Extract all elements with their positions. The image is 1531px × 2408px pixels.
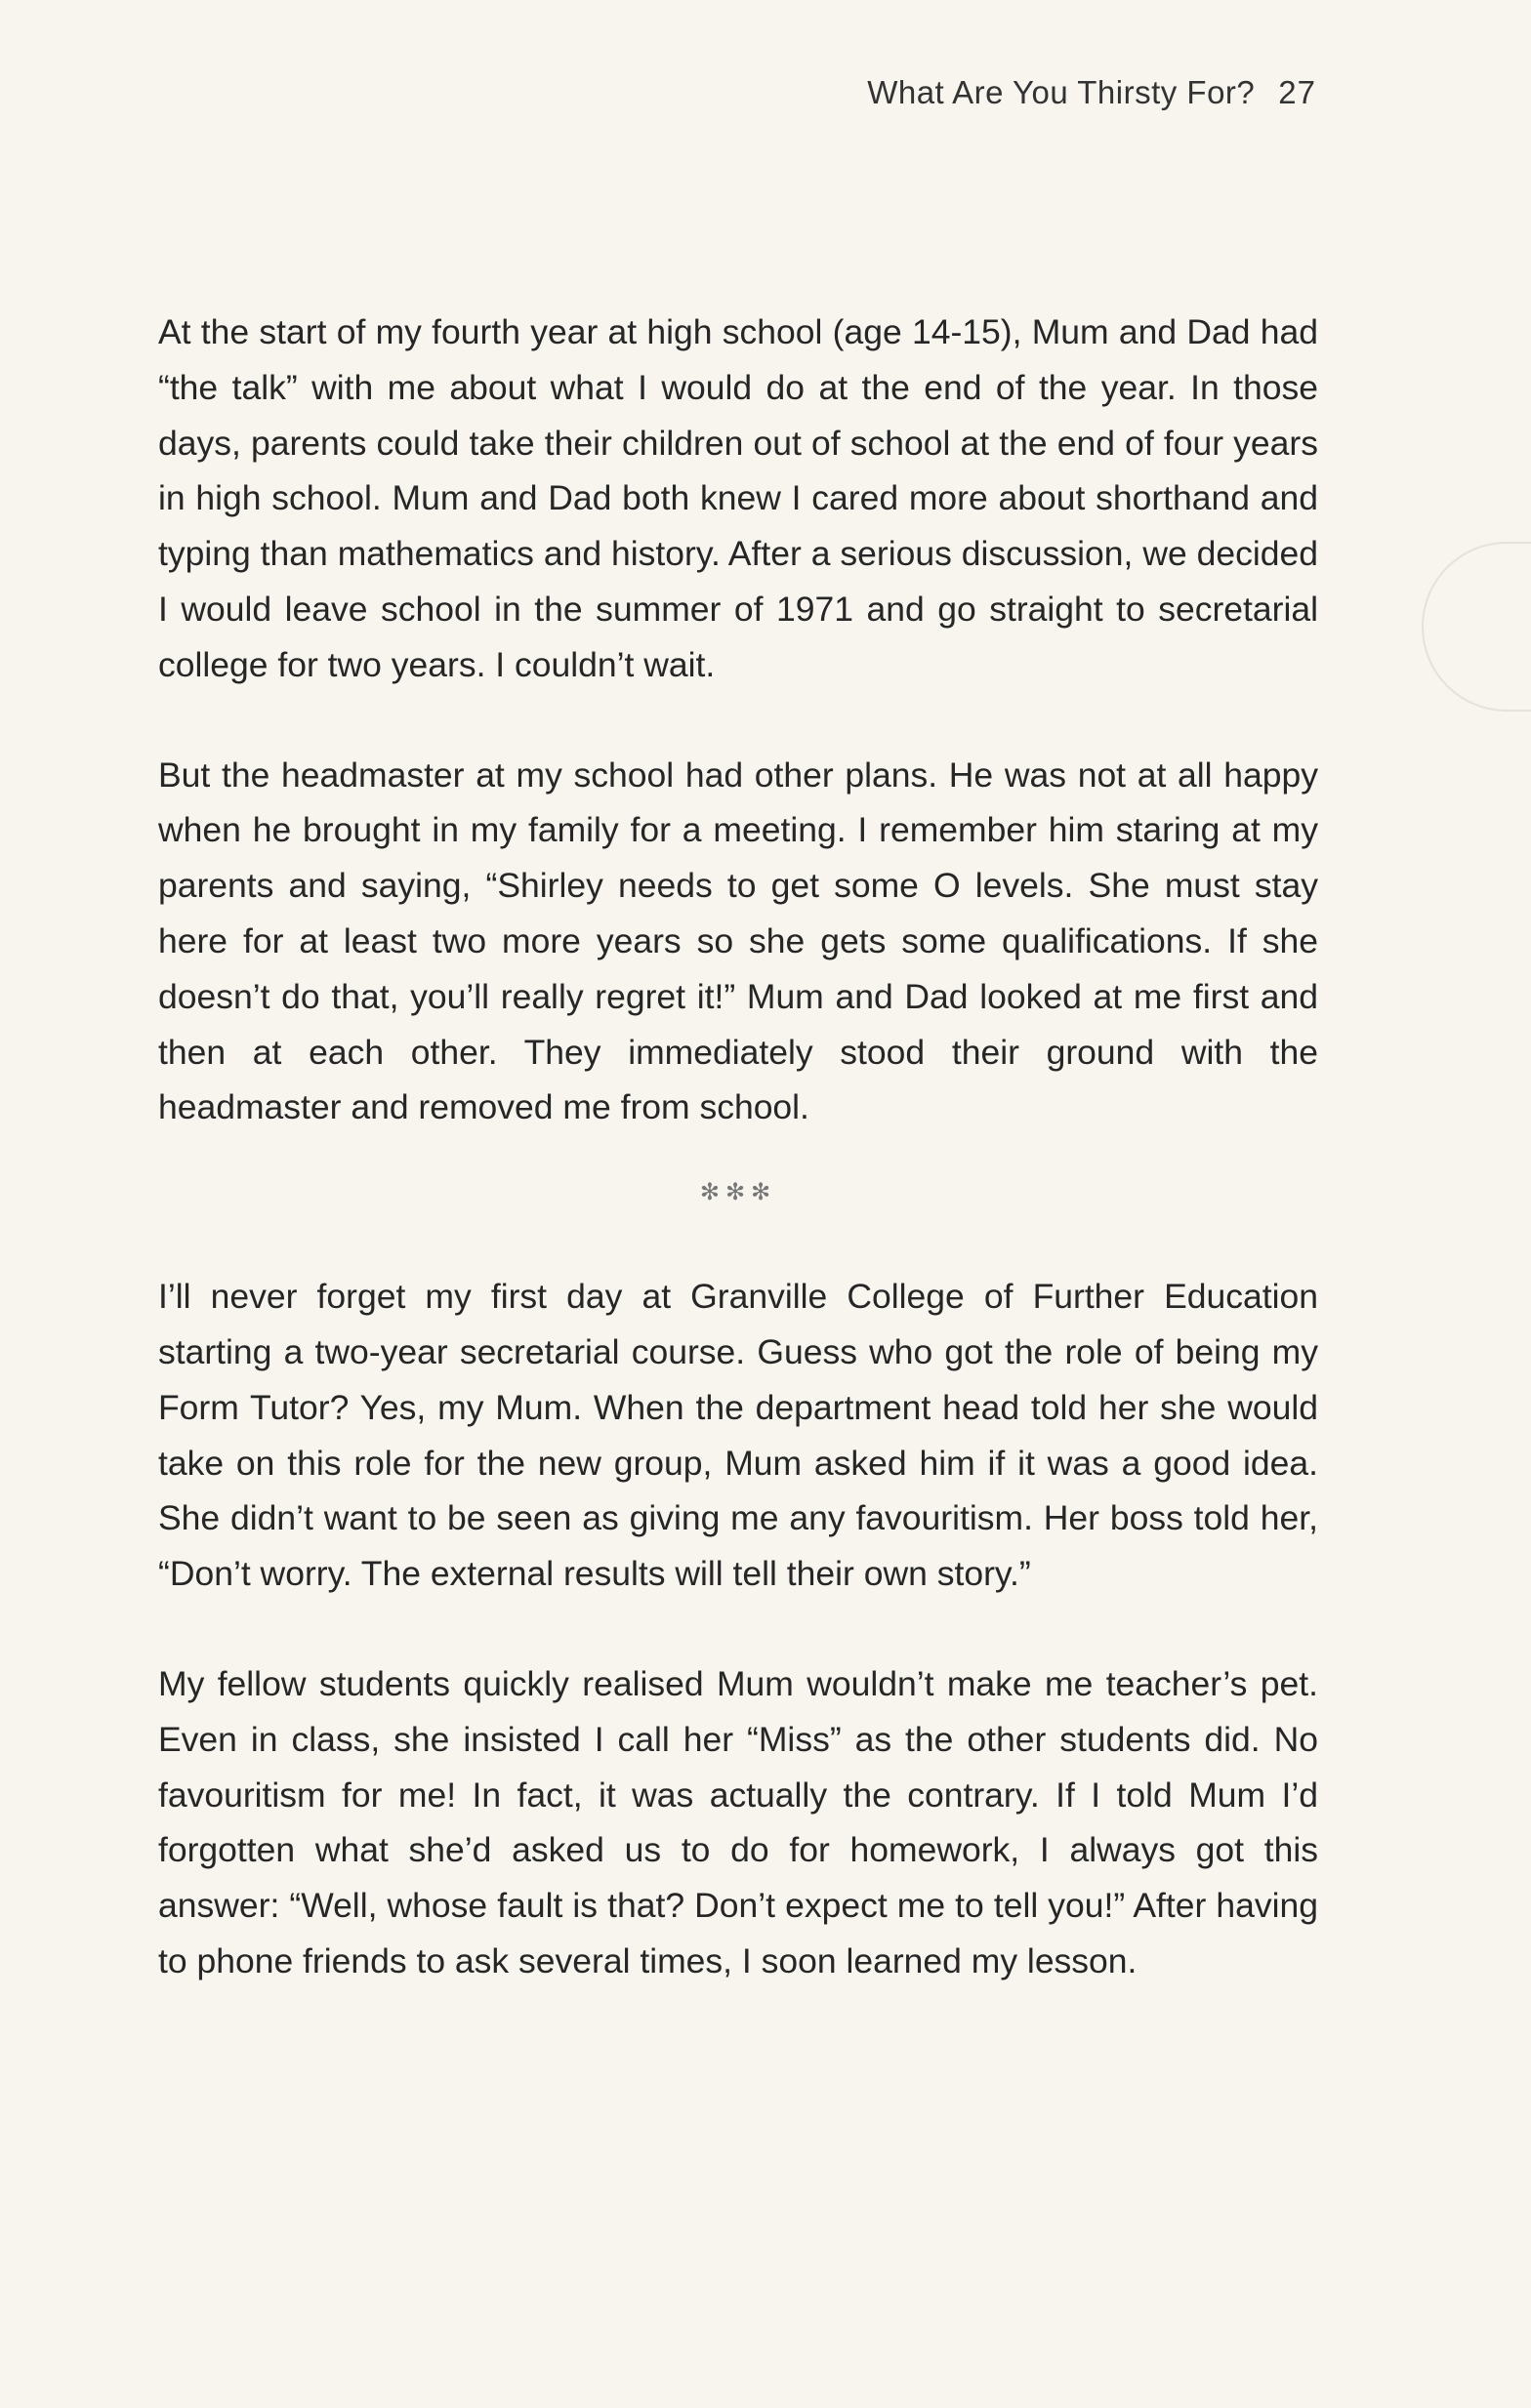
- section-break-ornament: ✻✻✻: [699, 1179, 777, 1206]
- body-text: [158, 305, 1318, 1989]
- paragraph-4: My fellow students quickly realised Mum wouldn’t make me teacher’s pet. Even in class, she insisted I call her “Miss” as the other students did. No favouritism for me! In fact, it was actually the contrary. If I told Mum I’d forgotten what she’d asked us to do for homework, I always got this answer: “Well, whose fault is that? Don’t expect me to tell you!” After having to phone friends to ask several times, I soon learned my lesson.: [158, 1663, 1318, 1980]
- paragraph-1: At the start of my fourth year at high school (age 14-15), Mum and Dad had “the talk” with me about what I would do at the end of the year. In those days, parents could take their children out of school at the end of four years in high school. Mum and Dad both knew I cared more about shorthand and typing than mathematics and history. After a serious discussion, we decided I would leave school in the summer of 1971 and go straight to secretarial college for two years. I couldn’t wait.: [158, 312, 1318, 684]
- paragraph-3: I’ll never forget my first day at Granville College of Further Education starting a two-year secretarial course. Guess who got the role of being my Form Tutor? Yes, my Mum. When the department head told her she would take on this role for the new group, Mum asked him if it was a good idea. She didn’t want to be seen as giving me any favouritism. Her boss told her, “Don’t worry. The external results will tell their own story.”: [158, 1277, 1318, 1594]
- running-header: [867, 74, 1316, 111]
- scan-artifact-arc: [1422, 542, 1531, 712]
- paragraph-spacer: [158, 1602, 1318, 1656]
- paragraph-2: But the headmaster at my school had other plans. He was not at all happy when he brought in my family for a meeting. I remember him staring at my parents and saying, “Shirley needs to get some O levels. She must stay here for at least two more years so she gets some qualifications. If she doesn’t do that, you’ll really regret it!” Mum and Dad looked at me first and then at each other. They immediately stood their ground with the headmaster and removed me from school.: [158, 755, 1318, 1127]
- page-number: 27: [1278, 74, 1316, 110]
- paragraph-spacer: [158, 693, 1318, 748]
- running-header-title: What Are You Thirsty For?: [867, 74, 1256, 110]
